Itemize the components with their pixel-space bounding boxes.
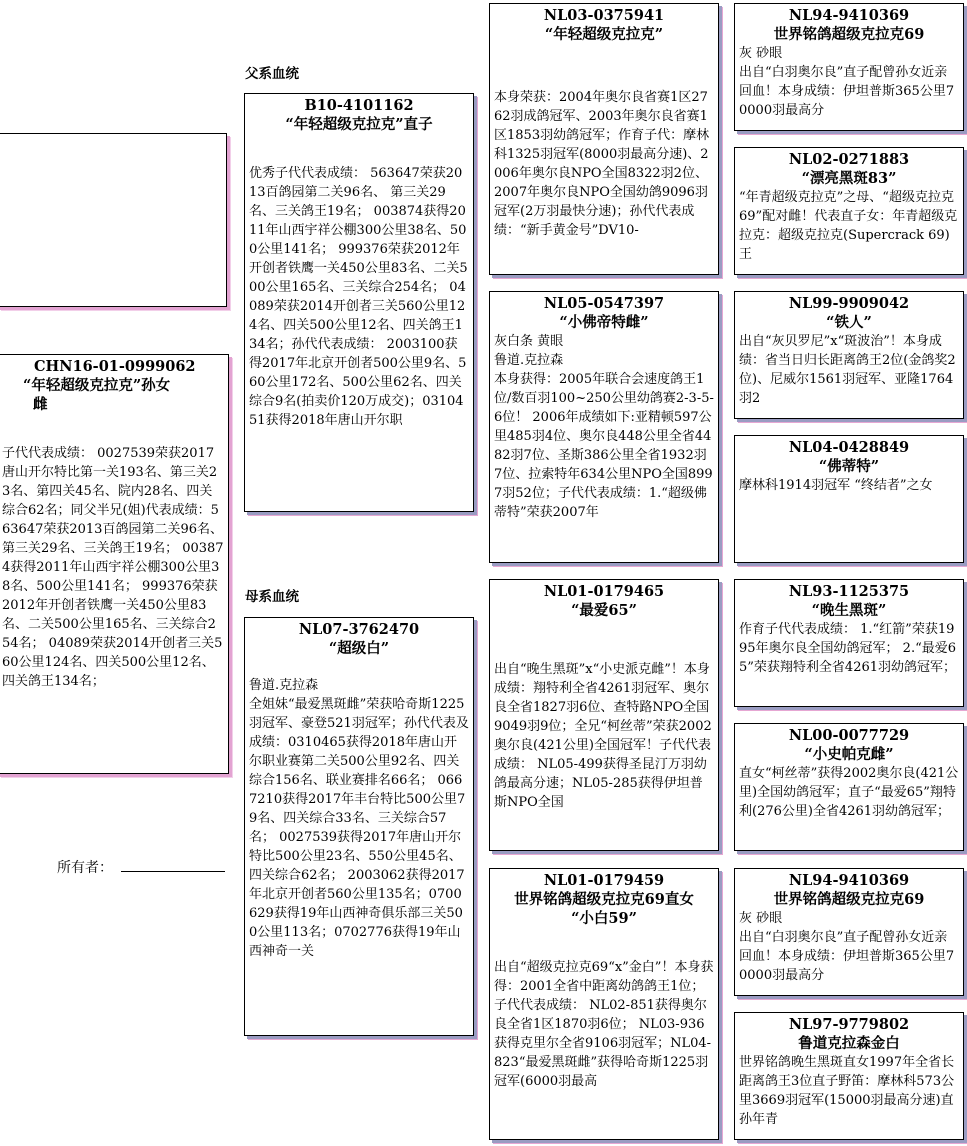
gen3-body: 灰 砂眼 出自“白羽奥尔良”直子配曾孙女近亲回血！本身成绩：伊坦普斯365公里70000羽最高分 [739, 911, 955, 983]
gen3-ring: NL94-9410369 [788, 872, 910, 889]
gen3-ring: NL02-0271883 [788, 151, 910, 168]
subject-sex: 雌 [33, 396, 48, 413]
gen3-name: “小史帕克雌” [804, 746, 894, 763]
gen2-card [489, 291, 719, 563]
gen2-card [489, 3, 719, 275]
subject-card [0, 354, 229, 774]
gen2-body: 本身荣获：2004年奥尔良省赛1区2762羽成鸽冠军、2003年奥尔良省赛1区1853羽幼鸽冠军；作育子代：摩林科1325羽冠军(8000羽最高分速)、2006年奥尔良NPO全国8322羽2位、2007年奥尔良NPO全国幼鸽9096羽冠军(2万羽最快分速)；孙代代表成绩：“新手黄金号”DV10- [494, 90, 710, 238]
gen3-body: 灰 砂眼 出自“白羽奥尔良”直子配曾孙女近亲回血！本身成绩：伊坦普斯365公里70000羽最高分 [739, 46, 955, 118]
gen3-body: “年青超级克拉克”之母、“超级克拉克69”配对雌！代表直子女：年青超级克拉克：超级克拉克(Supercrack 69)王 [739, 190, 958, 262]
gen3-ring: NL99-9909042 [788, 295, 910, 312]
gen2-ring: NL03-0375941 [543, 7, 665, 24]
gen3-ring: NL94-9410369 [788, 7, 910, 24]
sire-body: 优秀子代代表成绩： 563647荣获2013百鸽园第二关96名、 第三关29名、三关鸽王19名； 003874获得2011年山西宇祥公棚300公里38名、500公里141名； 999376荣获2012年开创者铁鹰一关450公里83名、二关500公里165名、三关综合254名； 04089荣获2014开创者三关560公里124名、四关500公里12名、四关鸽王134名；孙代代表成绩： 2003100获得2017年北京开创者500公里9名、560公里172名、500公里62名、四关综合9名(拍卖价120万成交)；0310451获得2018年唐山开尔职 [249, 166, 468, 428]
gen3-body: 出自“灰贝罗尼”x“斑波治”！本身成绩：省当日归长距离鸽王2位(金鸽奖2位)、尼威尔1561羽冠军、亚隆1764羽2 [739, 334, 956, 406]
dam-line-label: 母系血统 [245, 589, 299, 605]
gen2-name: 世界铭鸽超级克拉克69直女 [514, 891, 694, 908]
gen2-ring: NL05-0547397 [543, 295, 665, 312]
sire-line-label: 父系血统 [245, 66, 299, 82]
gen3-body: 作育子代代表成绩： 1.“红箭”荣获1995年奥尔良全国幼鸽冠军； 2.“最爱65”荣获翔特利全省4261羽幼鸽冠军； [739, 622, 957, 675]
gen3-name: 世界铭鸽超级克拉克69 [773, 26, 925, 43]
gen2-body: 出自“晚生黑斑”x“小史派克雌”！本身成绩：翔特利全省4261羽冠军、奥尔良全省1827羽6位、查特路NPO全国9049羽9位；全兄“柯丝蒂”荣获2002奥尔良(421公里)全国冠军！子代代表成绩： NL05-499获得圣昆汀万羽幼鸽最高分速；NL05-285获得伊坦普斯NPO全国 [494, 662, 712, 810]
dam-card [244, 617, 474, 1036]
gen2-body: 灰白条 黄眼 鲁道.克拉森 本身获得：2005年联合会速度鸽王1位/数百羽100~250公里幼鸽赛2-3-5-6位！ 2006年成绩如下:亚精顿597公里485羽4位、奥尔良448公里全省4482羽7位、圣斯386公里全省1932羽7位、拉索特年634公里NPO全国8997羽52位；子代代表成绩：1.“超级佛蒂特”荣获2007年 [494, 334, 714, 520]
gen3-card [734, 579, 964, 707]
gen3-card [734, 868, 964, 996]
gen3-ring: NL00-0077729 [788, 727, 910, 744]
gen2-card [489, 579, 719, 851]
gen2-ring: NL01-0179465 [543, 583, 665, 600]
subject-name: “年轻超级克拉克”孙女 [23, 377, 171, 394]
gen3-body: 摩林科1914羽冠军 “终结者”之女 [739, 478, 933, 493]
gen3-ring: NL97-9779802 [788, 1016, 910, 1033]
gen2-name: “小佛帝特雌” [559, 314, 649, 331]
gen3-name: “佛蒂特” [818, 458, 880, 475]
dam-ring: NL07-3762470 [298, 621, 420, 638]
gen3-card [734, 723, 964, 851]
gen2-card [489, 868, 719, 1140]
gen3-name: “漂亮黑斑83” [801, 170, 897, 187]
gen2-name: “年轻超级克拉克” [544, 26, 664, 43]
sire-card [244, 93, 474, 512]
gen3-name: “晚生黑斑” [811, 602, 887, 619]
sire-name: “年轻超级克拉克”直子 [285, 116, 433, 133]
subject-ring: CHN16-01-0999062 [34, 358, 196, 375]
dam-name: “超级白” [328, 640, 390, 657]
gen3-ring: NL93-1125375 [788, 583, 910, 600]
gen2-name2: “小白59” [571, 910, 637, 927]
gen3-card [734, 435, 964, 563]
gen2-body: 出自“超级克拉克69“x”金白”！本身获得：2001全省中距离幼鸽鸽王1位；子代代表成绩： NL02-851获得奥尔良全省1区1870羽6位； NL03-936获得克里尔全省9106羽冠军；NL04-823“最爱黑斑雌”获得哈奇斯1225羽冠军(6000羽最高 [494, 960, 714, 1089]
gen3-body: 世界铭鸽晚生黑斑直女1997年全省长距离鸽王3位直子野笛：摩林科573公里3669羽冠军(15000羽最高分速)直孙年青 [739, 1055, 955, 1127]
gen3-ring: NL04-0428849 [788, 439, 910, 456]
gen3-card [734, 147, 964, 275]
owner-label: 所有者： [57, 860, 113, 876]
gen3-name: 鲁道克拉森金白 [798, 1035, 900, 1052]
gen3-card [734, 291, 964, 419]
photo-box [0, 133, 227, 307]
dam-body: 鲁道.克拉森 全姐妹“最爱黑斑雌”荣获哈奇斯1225羽冠军、豪登521羽冠军；孙代代表及成绩：0310465获得2018年唐山开尔职业赛第二关500公里92名、四关综合156名、联业赛排名66名； 0667210获得2017年丰台特比500公里79名、四关综合33名、三关综合57名； 0027539获得2017年唐山开尔特比500公里23名、550公里45名、四关综合62名； 2003062获得2017年北京开创者560公里135名；0700629获得19年山西神奇俱乐部三关500公里113名；0702776获得19年山西神奇一关 [249, 678, 469, 959]
gen3-card [734, 3, 964, 131]
gen3-name: “铁人” [826, 314, 872, 331]
gen2-name: “最爱65” [571, 602, 637, 619]
subject-body: 子代代表成绩： 0027539荣获2017唐山开尔特比第一关193名、第三关23名、第四关45名、院内28名、四关综合62名；同父半兄(姐)代表成绩：563647荣获2013百鸽园第二关96名、 第三关29名、三关鸽王19名； 003874获得2011年山西宇祥公棚300公里38名、500公里141名； 999376荣获2012年开创者铁鹰一关450公里83名、二关500公里165名、三关综合254名； 04089荣获2014开创者三关560公里124名、四关500公里12名、四关鸽王134名； [2, 446, 224, 689]
gen3-name: 世界铭鸽超级克拉克69 [773, 891, 925, 908]
sire-ring: B10-4101162 [304, 97, 414, 114]
gen2-ring: NL01-0179459 [543, 872, 665, 889]
gen3-card [734, 1012, 964, 1140]
owner-line [121, 871, 225, 872]
gen3-body: 直女“柯丝蒂”获得2002奥尔良(421公里)全国幼鸽冠军；直子“最爱65”翔特利(276公里)全省4261羽幼鸽冠军； [739, 766, 959, 819]
